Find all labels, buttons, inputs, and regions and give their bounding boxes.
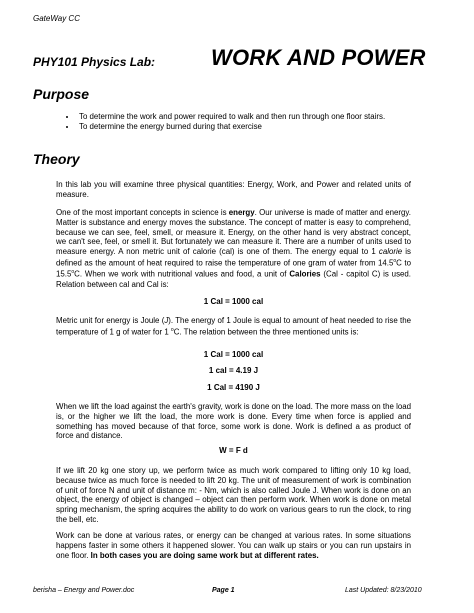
theory-paragraph-6: Work can be done at various rates, or energy can be changed at various rates. In some situations happens faster in some others it happened slower. You can walk up stairs or you can run upstairs in one floor. In both cases you are doing same work but at different rates. (56, 531, 411, 560)
footer-updated: Last Updated: 8/23/2010 (345, 587, 422, 594)
purpose-item: • To determine the energy burned during that exercise (77, 122, 413, 131)
theory-paragraph-2: One of the most important concepts in science is energy. Our universe is made of matter and energy. Matter is substance and energy moves the substance. The concept of matter is easy to comprehend, because we can see, feel, smell, or measure it. Energy, on the other hand is very abstract concept, we can't see, feel, or smell it. But fortunately we can measure it. There are a number of units used to measure energy. A non metric unit of calorie (cal) is one of them. The energy equal to 1 calorie is defined as the amount of heat required to raise the temperature of one gram of water from 14.5$^o$C to 15.5$^o$C. When we work with nutritional values and food, a unit of Calories (Cal - capitol C) is used. Relation between cal and Cal is: (56, 208, 411, 289)
purpose-list (63, 112, 413, 133)
equation-cal-joule: 1 Cal = 4190 J (207, 383, 260, 392)
course-title: PHY101 Physics Lab: (33, 55, 156, 69)
theory-paragraph-4: When we lift the load against the earth's gravity, work is done on the load. The more mass on the load is, or the higher we lift the load, the more work is done. Every time when force is applied and something has moved because of that force, some work is done. Work is defined a as product of force and distance. (56, 402, 411, 441)
equation-work: W = F d (219, 446, 248, 455)
equation-joule: 1 cal = 4.19 J (208, 366, 259, 375)
equation-cal-2: 1 Cal = 1000 cal (203, 350, 264, 359)
page-title: WORK AND POWER (211, 45, 426, 70)
theory-paragraph-3: Metric unit for energy is Joule (J). The energy of 1 Joule is equal to amount of heat needed to rise the temperature of 1 g of water for 1 $^o$C. The relation between the three mentioned units is: (56, 316, 411, 337)
footer-filename: berisha – Energy and Power.doc (33, 587, 135, 594)
theory-heading: Theory (33, 151, 80, 167)
footer-page: Page 1 (212, 587, 235, 594)
purpose-heading: Purpose (33, 86, 90, 102)
equation-cal: 1 Cal = 1000 cal (203, 297, 264, 306)
purpose-item: • To determine the work and power required to walk and then run through one floor stairs. (77, 112, 413, 121)
header-org: GateWay CC (33, 14, 80, 23)
theory-paragraph-5: If we lift 20 kg one story up, we perform twice as much work compared to lifting only 10 kg load, because twice as much force is needed to lift 20 kg. The unit of measurement of work is combination of unit of force N and unit of distance m: - Nm, which is also called Joule J. When work is done on an object, the energy of object is changed – object can then perform work. When work is done on metal spring mechanism, the spring acquires the ability to do work on various gears to run the clock, to ring the bell, etc. (56, 466, 411, 524)
theory-paragraph-1: In this lab you will examine three physical quantities: Energy, Work, and Power and related units of measure. (56, 180, 411, 199)
